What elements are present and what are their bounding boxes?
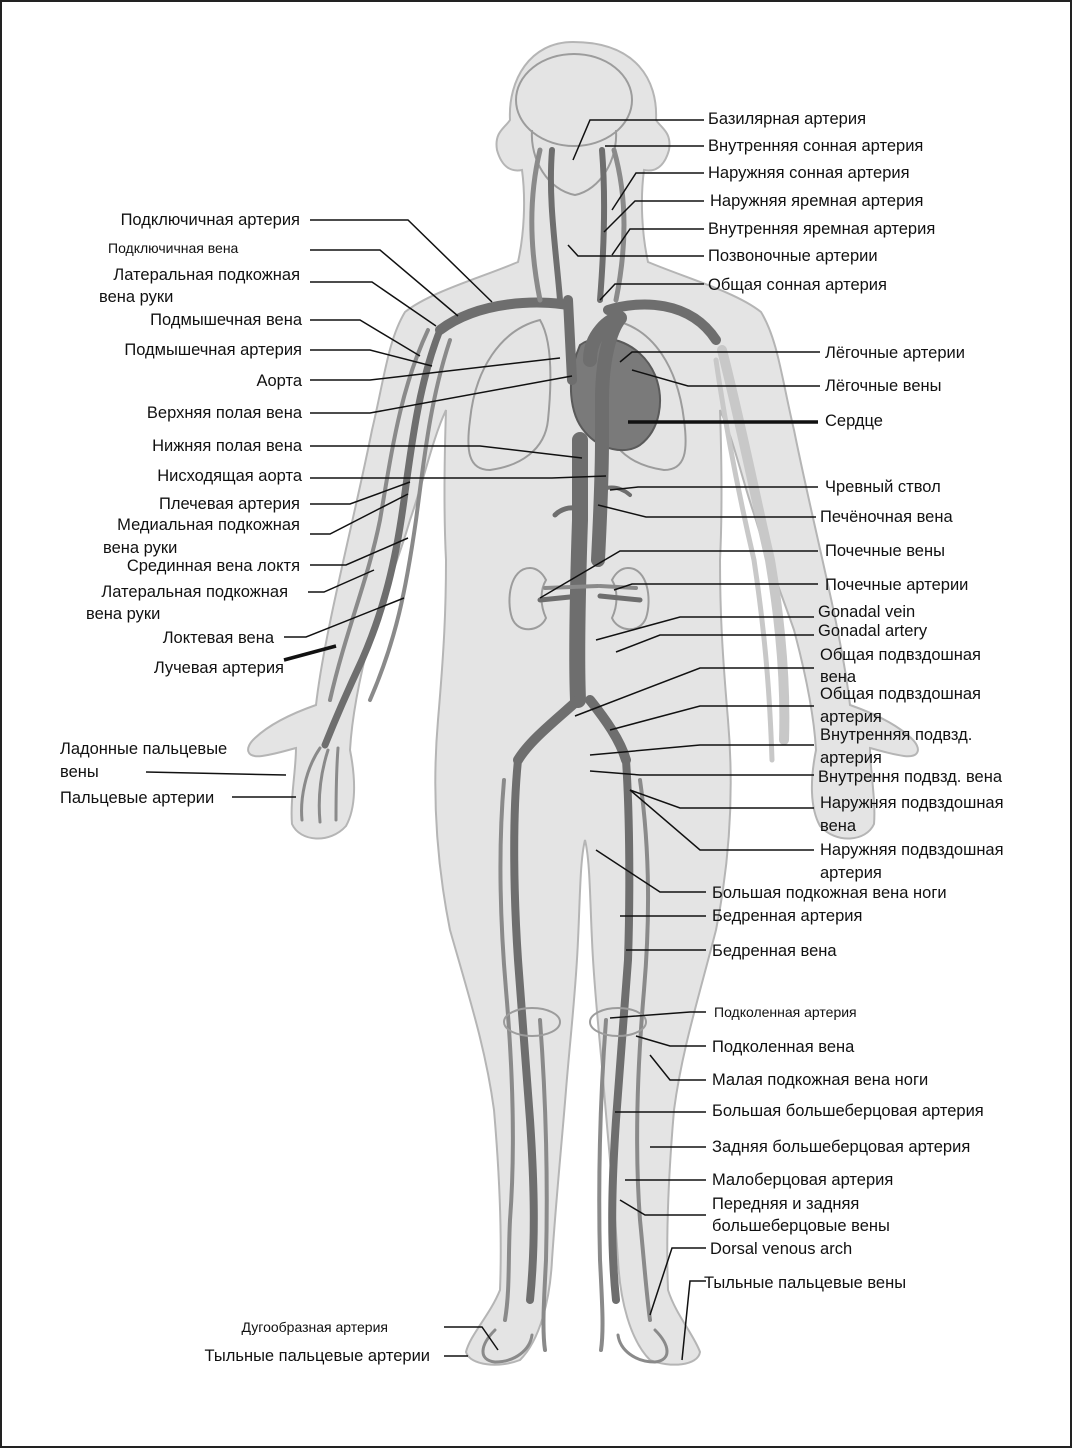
label-common-iliac-vein-line1: Общая подвздошная bbox=[820, 646, 981, 664]
label-posterior-tibial-artery: Задняя большеберцовая артерия bbox=[712, 1138, 971, 1156]
label-subclavian-artery: Подключичная артерия bbox=[120, 211, 300, 229]
label-basilar-artery: Базилярная артерия bbox=[708, 110, 867, 128]
label-internal-iliac-artery-line2: артерия bbox=[820, 749, 882, 767]
label-renal-veins: Почечные вены bbox=[825, 542, 945, 560]
label-palmar-digital-veins-line2: вены bbox=[60, 763, 99, 781]
label-hepatic-vein: Печёночная вена bbox=[820, 508, 953, 526]
label-dorsal-venous-arch: Dorsal venous arch bbox=[710, 1240, 853, 1258]
label-cephalic-vein-lower-line1: Латеральная подкожная bbox=[101, 583, 288, 601]
label-dorsal-digital-arteries: Тыльные пальцевые артерии bbox=[204, 1347, 430, 1365]
label-great-saphenous-vein: Большая подкожная вена ноги bbox=[712, 884, 947, 902]
label-internal-carotid-artery: Внутренняя сонная артерия bbox=[708, 137, 924, 155]
label-tibial-veins-line2: большеберцовые вены bbox=[712, 1217, 890, 1235]
label-cephalic-vein-upper-line1: Латеральная подкожная bbox=[113, 266, 300, 284]
label-dorsal-digital-veins: Тыльные пальцевые вены bbox=[704, 1274, 907, 1292]
label-palmar-digital-veins-line1: Ладонные пальцевые bbox=[60, 740, 228, 758]
label-fibular-artery: Малоберцовая артерия bbox=[712, 1171, 894, 1189]
label-femoral-artery: Бедренная артерия bbox=[712, 907, 863, 925]
label-internal-iliac-artery-line1: Внутренняя подвзд. bbox=[820, 726, 973, 744]
label-external-iliac-artery-line2: артерия bbox=[820, 864, 882, 882]
label-vertebral-arteries: Позвоночные артерии bbox=[708, 247, 878, 265]
label-tibial-veins-line1: Передняя и задняя bbox=[712, 1195, 860, 1213]
label-celiac-trunk: Чревный ствол bbox=[825, 478, 941, 496]
label-external-iliac-vein-line1: Наружняя подвздошная bbox=[820, 794, 1004, 812]
label-brachial-artery: Плечевая артерия bbox=[158, 495, 300, 513]
label-popliteal-artery: Подколенная артерия bbox=[714, 1004, 857, 1020]
label-external-iliac-vein-line2: вена bbox=[820, 817, 857, 835]
label-common-carotid: Общая сонная артерия bbox=[708, 276, 887, 294]
label-aorta: Аорта bbox=[256, 372, 302, 390]
label-internal-iliac-vein: Внутрення подвзд. вена bbox=[818, 768, 1003, 786]
inferior-vena-cava-path bbox=[577, 440, 580, 700]
label-gonadal-vein: Gonadal vein bbox=[818, 603, 916, 621]
label-pulmonary-arteries: Лёгочные артерии bbox=[825, 344, 965, 362]
label-external-jugular: Наружняя яремная артерия bbox=[710, 192, 924, 210]
label-radial-artery: Лучевая артерия bbox=[153, 659, 284, 677]
label-external-carotid-artery: Наружняя сонная артерия bbox=[708, 164, 910, 182]
label-common-iliac-artery-line1: Общая подвздошная bbox=[820, 685, 981, 703]
label-digital-arteries: Пальцевые артерии bbox=[60, 789, 215, 807]
label-axillary-artery: Подмышечная артерия bbox=[124, 341, 302, 359]
label-cephalic-vein-lower-line2: вена руки bbox=[86, 605, 161, 623]
label-basilic-vein-line2: вена руки bbox=[103, 539, 178, 557]
labels-left bbox=[60, 211, 430, 1365]
label-axillary-vein: Подмышечная вена bbox=[150, 311, 302, 329]
label-anterior-tibial-artery: Большая большеберцовая артерия bbox=[712, 1102, 984, 1120]
label-internal-jugular: Внутренняя яремная артерия bbox=[708, 220, 936, 238]
label-gonadal-artery: Gonadal artery bbox=[818, 622, 928, 640]
label-femoral-vein: Бедренная вена bbox=[712, 942, 837, 960]
label-pulmonary-veins: Лёгочные вены bbox=[825, 377, 942, 395]
label-inferior-vena-cava: Нижняя полая вена bbox=[152, 437, 302, 455]
labels-right bbox=[704, 110, 1004, 1292]
label-common-iliac-artery-line2: артерия bbox=[820, 708, 882, 726]
superior-vena-cava-path bbox=[568, 300, 572, 380]
label-descending-aorta: Нисходящая аорта bbox=[157, 467, 302, 485]
label-arcuate-artery: Дугообразная артерия bbox=[241, 1319, 388, 1335]
label-subclavian-vein: Подключичная вена bbox=[108, 240, 239, 256]
label-median-cubital-vein: Срединная вена локтя bbox=[126, 557, 300, 575]
label-ulnar-vein: Локтевая вена bbox=[162, 629, 274, 647]
label-cephalic-vein-upper-line2: вена руки bbox=[99, 288, 174, 306]
label-external-iliac-artery-line1: Наружняя подвздошная bbox=[820, 841, 1004, 859]
label-superior-vena-cava: Верхняя полая вена bbox=[146, 404, 302, 422]
label-renal-arteries: Почечные артерии bbox=[825, 576, 969, 594]
label-common-iliac-vein-line2: вена bbox=[820, 668, 857, 686]
label-popliteal-vein: Подколенная вена bbox=[712, 1038, 855, 1056]
label-small-saphenous-vein: Малая подкожная вена ноги bbox=[712, 1071, 929, 1089]
label-basilic-vein-line1: Медиальная подкожная bbox=[117, 516, 300, 534]
label-heart: Сердце bbox=[825, 412, 883, 430]
